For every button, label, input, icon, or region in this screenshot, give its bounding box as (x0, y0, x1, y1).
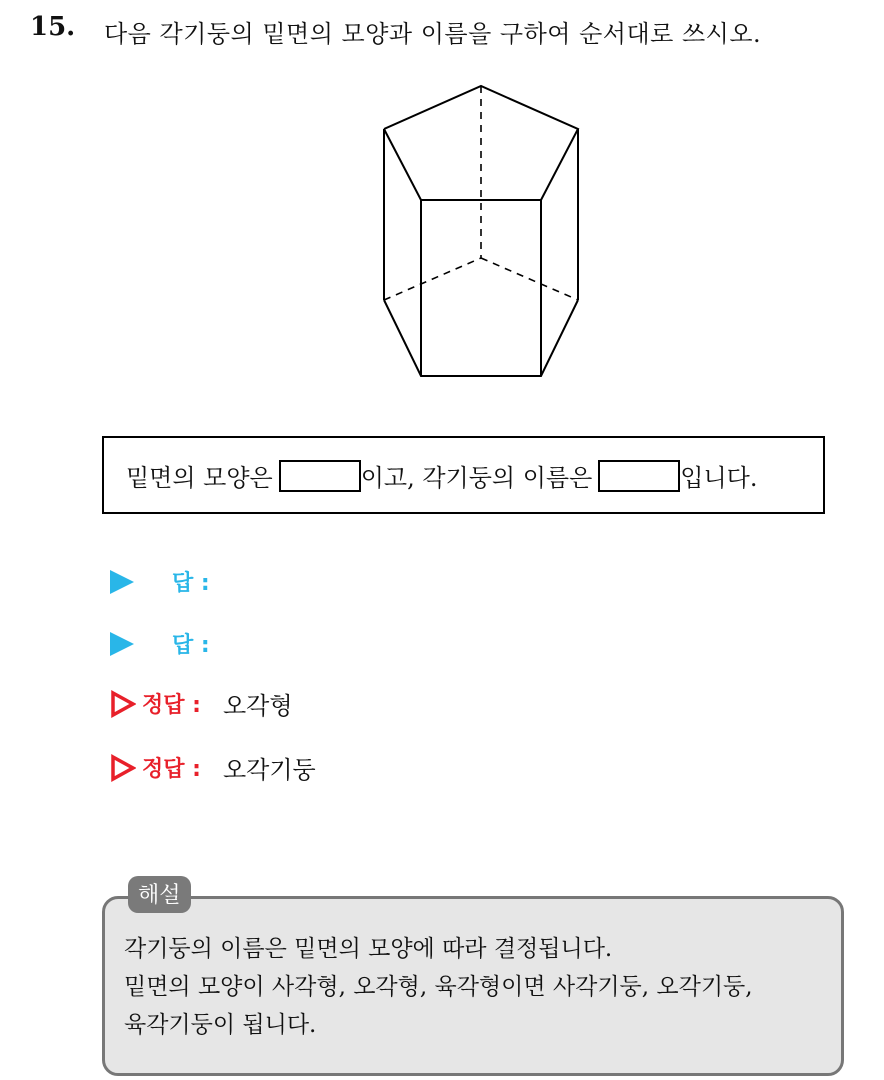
explanation-line: 육각기둥이 됩니다. (124, 1012, 317, 1038)
answer-label: 답 : (172, 633, 210, 658)
fill-in-sentence (126, 458, 757, 493)
fill-text-1: 밑면의 모양은 (126, 464, 273, 492)
play-triangle-icon (110, 632, 134, 656)
correct-answer-row-2 (110, 750, 316, 785)
answer-row-2[interactable] (110, 628, 210, 659)
answer-row-1[interactable] (110, 566, 210, 597)
answer-label: 답 : (172, 571, 210, 596)
hidden-bottom-edge-right (481, 258, 578, 300)
explanation-text (124, 930, 834, 1044)
correct-label: 정답 : (142, 757, 201, 782)
fill-in-sentence-box (102, 436, 825, 514)
correct-value: 오각형 (222, 692, 293, 720)
bottom-visible-edges (384, 300, 578, 376)
outline-triangle-icon (110, 690, 136, 718)
pentagonal-prism-figure (370, 80, 600, 390)
outline-triangle-icon (110, 754, 136, 782)
explanation-line: 밑면의 모양이 사각형, 오각형, 육각형이면 사각기둥, 오각기둥, (124, 974, 753, 1000)
question-text: 다음 각기둥의 밑면의 모양과 이름을 구하여 순서대로 쓰시오. (104, 20, 762, 48)
fill-text-3: 입니다. (680, 464, 758, 492)
question-number: 15. (30, 12, 76, 42)
fill-text-2: 이고, 각기둥의 이름은 (360, 464, 593, 492)
play-triangle-icon (110, 570, 134, 594)
blank-box-2[interactable] (598, 460, 680, 492)
blank-box-1[interactable] (279, 460, 361, 492)
explanation-tag: 해설 (128, 876, 191, 913)
correct-value: 오각기둥 (222, 756, 316, 784)
explanation-line: 각기둥의 이름은 밑면의 모양에 따라 결정됩니다. (124, 936, 613, 962)
hidden-bottom-edge-left (384, 258, 481, 300)
correct-label: 정답 : (142, 693, 201, 718)
correct-answer-row-1 (110, 686, 293, 721)
